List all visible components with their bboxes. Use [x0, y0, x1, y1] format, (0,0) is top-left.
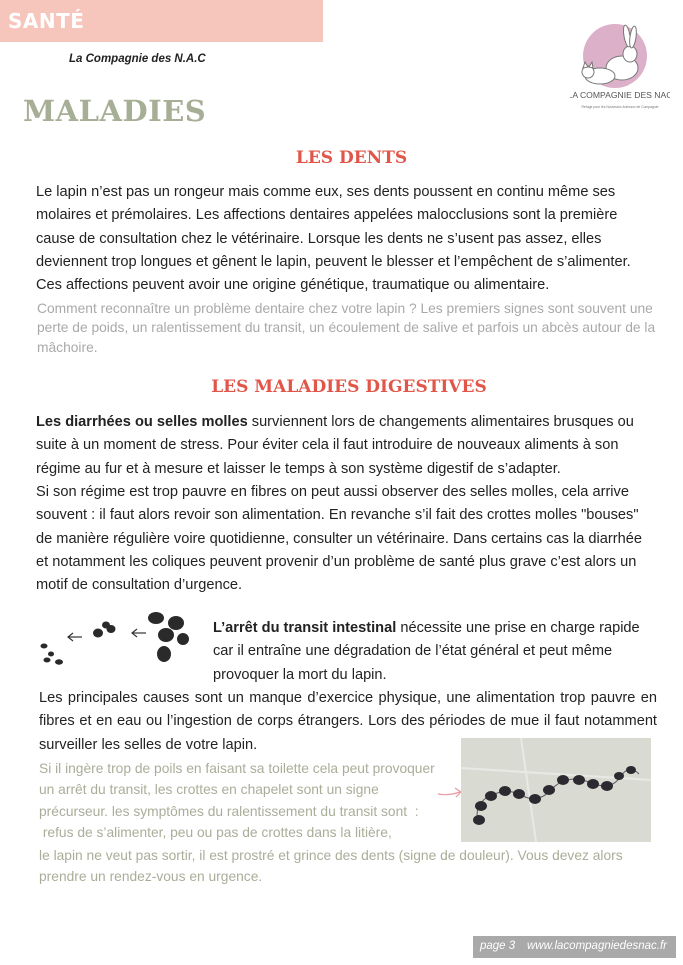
diarrhea-paragraph — [36, 411, 658, 481]
hair-line: un arrêt du transit, les crottes en chapelet sont un signe — [39, 782, 379, 797]
transit-paragraph — [213, 617, 643, 687]
section-title-digestives: LES MALADIES DIGESTIVES — [211, 377, 487, 397]
transit-text: nécessite une prise en charge rapide car il entraîne une dégradation de l’état général et peut même provoquer la mort du lapin. — [213, 620, 640, 683]
website-link[interactable]: www.lacompagniedesnac.fr — [527, 940, 667, 952]
droppings-chain-photo — [461, 738, 651, 842]
diarrhea-heading: Les diarrhées ou selles molles — [36, 414, 248, 430]
dents-note: Comment reconnaître un problème dentaire chez votre lapin ? Les premiers signes sont souvent une perte de poids, un ralentissement du transit, un écoulement de salive et parfois un abcès autour de la mâchoire. — [37, 301, 656, 355]
logo-tagline: Refuge pour les Nouveaux Animaux de Compagnie — [581, 105, 659, 109]
logo-text: LA COMPAGNIE DES NAC — [570, 90, 670, 100]
hair-line: refus de s’alimenter, peu ou pas de crottes dans la litière, — [39, 825, 392, 840]
hair-final: le lapin ne veut pas sortir, il est prostré et grince des dents (signe de douleur). Vous devez alors prendre un rendez-vous en urgence. — [39, 848, 623, 885]
dents-paragraph: Le lapin n’est pas un rongeur mais comme eux, ses dents poussent en continu même ses molaires et prémolaires. Les affections dentaires appelées malocclusions sont la première cause de consultation chez le vétérinaire. Lorsque les dents ne s’usent pas assez, elles deviennent trop longues et gênent le lapin, peuvent le blesser et l’empêchent de s’alimenter. Ces affections peuvent avoir une origine génétique, traumatique ou alimentaire. — [36, 184, 631, 294]
section-label: SANTÉ — [8, 9, 85, 33]
page-number: page 3 — [480, 940, 516, 952]
droppings-illustration — [36, 609, 212, 671]
page-title: MALADIES — [23, 94, 207, 128]
hair-line: Si il ingère trop de poils en faisant sa toilette cela peut provoquer — [39, 761, 435, 776]
fiber-paragraph: Si son régime est trop pauvre en fibres on peut aussi observer des selles molles, cela arrive souvent : il faut alors revoir son alimentation. En revanche s’il fait des crottes molles "bouses" de manière régulière voire quotidienne, consulter un vétérinaire. Dans certains cas la diarrhée et notamment les coliques peuvent provenir d’un problème de santé plus grave c’est alors un motif de consultation d’urgence. — [36, 484, 642, 594]
arrow-right-icon — [436, 785, 464, 801]
hair-line: précurseur. les symptômes du ralentissement du transit sont : — [39, 804, 419, 819]
page-footer — [473, 936, 676, 958]
diarrhea-text: surviennent lors de changements alimentaires brusques ou suite à un moment de stress. Pour éviter cela il faut introduire de nouveaux aliments à son régime au fur et à mesure et laisser le temps à son système digestif de s’adapter. — [36, 414, 634, 477]
section-title-dents: LES DENTS — [295, 148, 408, 168]
transit-heading: L’arrêt du transit intestinal — [213, 620, 397, 636]
causes-paragraph: Les principales causes sont un manque d’exercice physique, une alimentation trop pauvre en fibres et en eau ou l’ingestion de corps étrangers. Lors des périodes de mue il faut notamment surveiller les selles de votre lapin. — [39, 690, 657, 753]
company-logo — [570, 18, 670, 114]
rabbit-cat-logo — [570, 18, 670, 114]
company-name: La Compagnie des N.A.C — [69, 53, 206, 65]
